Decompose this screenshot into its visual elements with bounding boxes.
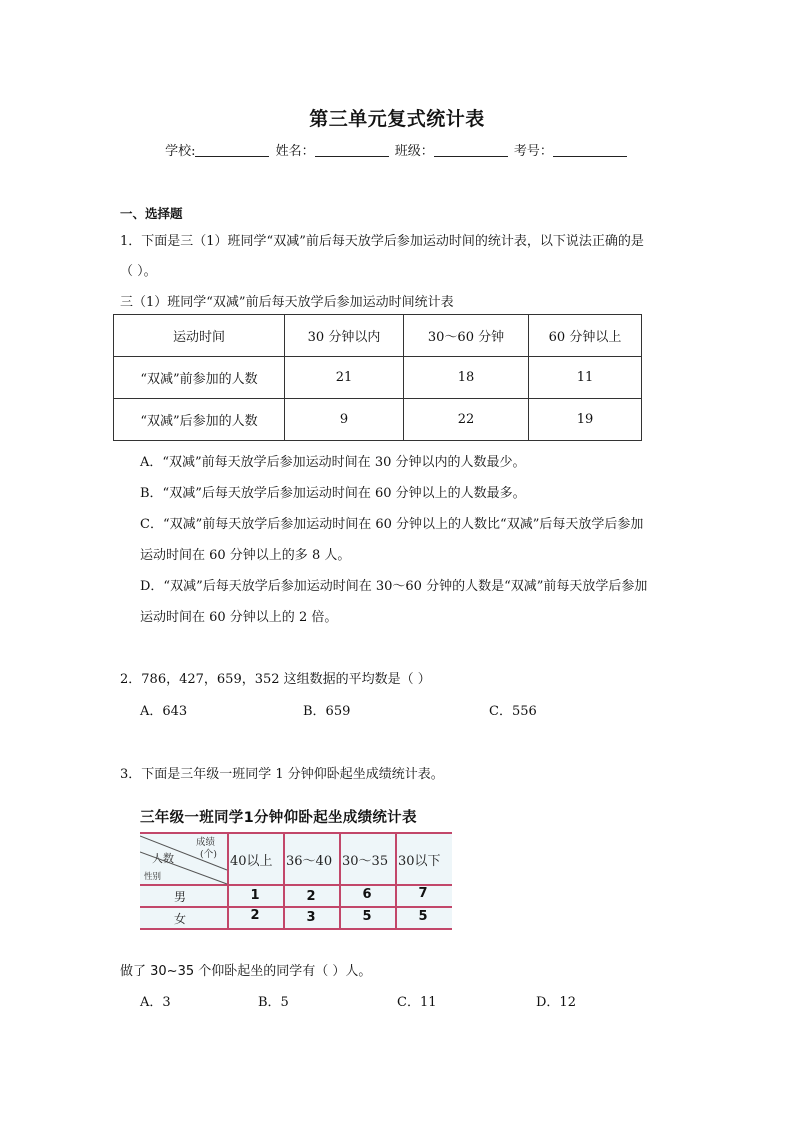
table-cell: 7 bbox=[418, 886, 428, 901]
q3-row-label-boy: 男 bbox=[173, 890, 186, 904]
q2-option-b[interactable]: B．659 bbox=[303, 704, 351, 719]
q3-question: 做了 30~35 个仰卧起坐的同学有（ ）人。 bbox=[120, 964, 372, 979]
table-header-cell: 30 分钟以内 bbox=[285, 315, 404, 357]
q1-option-d[interactable]: D．“双减”后每天放学后参加运动时间在 30～60 分钟的人数是“双减”前每天放学后参加 bbox=[140, 579, 648, 594]
class-label: 班级： bbox=[394, 144, 434, 159]
table-row bbox=[114, 357, 642, 399]
q1-option-a[interactable]: A．“双减”前每天放学后参加运动时间在 30 分钟以内的人数最少。 bbox=[140, 455, 526, 470]
table-cell: 19 bbox=[529, 399, 642, 441]
q3-table-title: 三年级一班同学1分钟仰卧起坐成绩统计表 bbox=[140, 810, 417, 826]
name-blank[interactable] bbox=[315, 144, 389, 157]
q1-table-caption: 三（1）班同学“双减”前后每天放学后参加运动时间统计表 bbox=[120, 295, 454, 310]
table-cell: 11 bbox=[529, 357, 642, 399]
table-cell: 9 bbox=[285, 399, 404, 441]
diag-unit-label: (个) bbox=[200, 849, 217, 860]
q1-text-line2: （ ）。 bbox=[120, 264, 157, 279]
table-cell: 5 bbox=[362, 909, 372, 924]
table-cell: 21 bbox=[285, 357, 404, 399]
table-cell: 5 bbox=[418, 909, 428, 924]
q3-text: 3．下面是三年级一班同学 1 分钟仰卧起坐成绩统计表。 bbox=[120, 767, 444, 782]
q3-option-d[interactable]: D．12 bbox=[536, 995, 576, 1010]
table-cell: 1 bbox=[250, 888, 260, 903]
school-label: 学校: bbox=[165, 144, 196, 159]
q1-text-line1: 1．下面是三（1）班同学“双减”前后每天放学后参加运动时间的统计表，以下说法正确的是 bbox=[120, 234, 644, 249]
class-blank[interactable] bbox=[434, 144, 508, 157]
table-cell: 22 bbox=[404, 399, 529, 441]
q3-col-header: 30以下 bbox=[398, 854, 441, 869]
q1-option-d-cont: 运动时间在 60 分钟以上的 2 倍。 bbox=[140, 610, 338, 625]
table-header-cell: 30～60 分钟 bbox=[404, 315, 529, 357]
student-info-line bbox=[0, 140, 794, 159]
table-header-cell: 运动时间 bbox=[114, 315, 285, 357]
table-row bbox=[114, 399, 642, 441]
page-title: 第三单元复式统计表 bbox=[309, 108, 485, 130]
table-rule bbox=[140, 906, 452, 908]
q3-table-image bbox=[140, 802, 452, 932]
q3-option-a[interactable]: A．3 bbox=[140, 995, 171, 1010]
q3-col-header: 36～40 bbox=[286, 854, 333, 869]
table-header-cell: 60 分钟以上 bbox=[529, 315, 642, 357]
q3-col-header: 40以上 bbox=[230, 854, 273, 869]
section-heading: 一、选择题 bbox=[120, 206, 183, 221]
q1-option-b[interactable]: B．“双减”后每天放学后参加运动时间在 60 分钟以上的人数最多。 bbox=[140, 486, 526, 501]
q1-option-c[interactable]: C．“双减”前每天放学后参加运动时间在 60 分钟以上的人数比“双减”后每天放学后参加 bbox=[140, 517, 644, 532]
q3-col-header: 30～35 bbox=[342, 854, 389, 869]
q1-option-c-cont: 运动时间在 60 分钟以上的多 8 人。 bbox=[140, 548, 351, 563]
table-cell: 6 bbox=[362, 887, 372, 902]
q2-option-c[interactable]: C．556 bbox=[489, 704, 537, 719]
diag-mid-label: 人数 bbox=[152, 852, 174, 865]
number-blank[interactable] bbox=[553, 144, 627, 157]
q3-option-b[interactable]: B．5 bbox=[258, 995, 289, 1010]
table-cell: “双减”前参加的人数 bbox=[114, 357, 285, 399]
q3-option-c[interactable]: C．11 bbox=[397, 995, 437, 1010]
q3-table-grid bbox=[140, 832, 452, 930]
table-cell: 2 bbox=[250, 908, 260, 923]
q2-text: 2．786，427，659，352 这组数据的平均数是（ ） bbox=[120, 672, 431, 687]
diag-bottom-label: 性别 bbox=[144, 872, 162, 882]
table-cell: 18 bbox=[404, 357, 529, 399]
school-blank[interactable] bbox=[195, 144, 269, 157]
table-cell: 3 bbox=[306, 910, 316, 925]
q1-table bbox=[113, 314, 642, 441]
name-label: 姓名： bbox=[275, 144, 315, 159]
q2-option-a[interactable]: A．643 bbox=[140, 704, 188, 719]
table-cell: 2 bbox=[306, 889, 316, 904]
diag-top-label: 成绩 bbox=[196, 837, 216, 848]
table-header-row bbox=[114, 315, 642, 357]
table-rule bbox=[140, 928, 452, 930]
number-label: 考号： bbox=[513, 144, 553, 159]
q3-row-label-girl: 女 bbox=[173, 912, 186, 926]
table-cell: “双减”后参加的人数 bbox=[114, 399, 285, 441]
